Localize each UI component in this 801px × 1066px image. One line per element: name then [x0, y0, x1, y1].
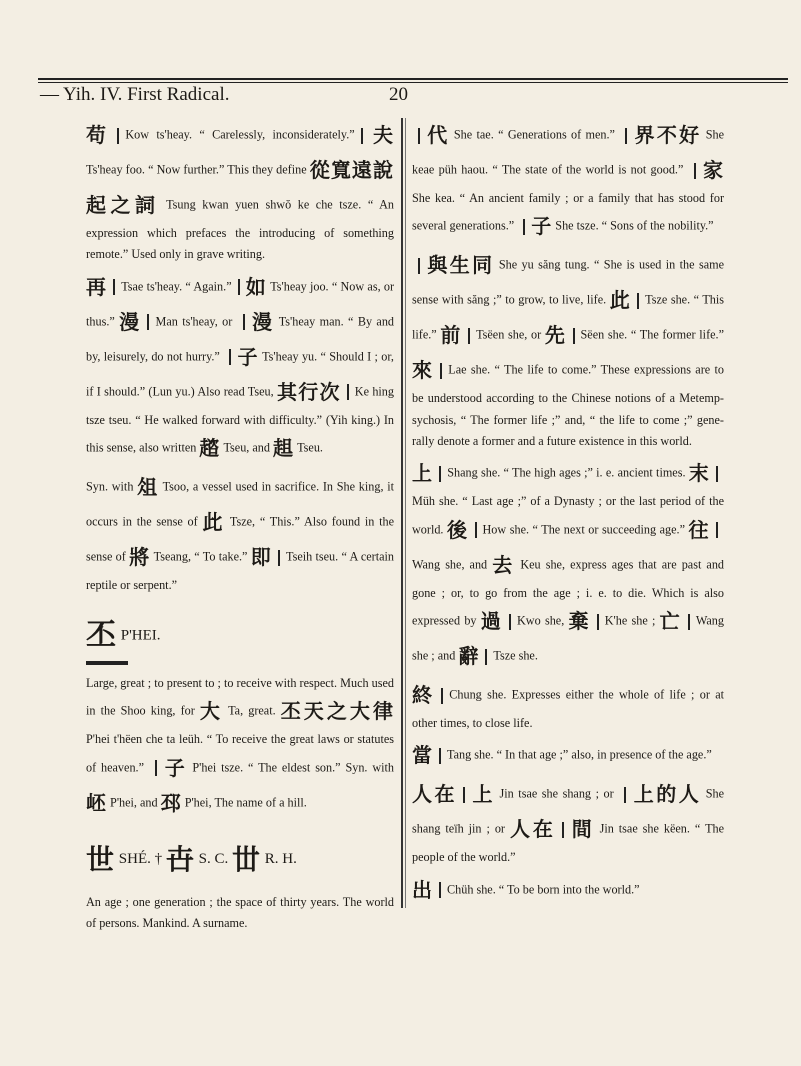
chinese-character: 其行次 — [276, 379, 341, 404]
chinese-character: 辭 — [458, 644, 480, 669]
ditto-bar — [694, 163, 696, 179]
chinese-character: 往 — [688, 517, 710, 542]
top-rule-thin — [38, 82, 788, 83]
ditto-bar — [113, 279, 115, 295]
chinese-character: 與生同 — [426, 253, 495, 278]
page-number: 20 — [389, 84, 408, 105]
ditto-bar — [523, 219, 525, 235]
chinese-character: 上 — [471, 782, 495, 807]
entry-text: Ts'heay man. “ By and by, leisurely, do not hurry.” — [86, 313, 395, 363]
entry-text: She keae püh haou. “ The state of the world is not good.” — [412, 127, 725, 177]
column-divider-inner — [405, 118, 406, 908]
entry-text: She shang teïh jin ; or — [412, 786, 725, 836]
chinese-character: 如 — [245, 274, 267, 299]
heading-underline — [86, 661, 128, 665]
ditto-bar — [418, 258, 420, 274]
ditto-bar — [439, 882, 441, 898]
ditto-bar — [229, 349, 231, 365]
chinese-character: 終 — [412, 683, 436, 708]
entry-text: Tsëen she, or — [476, 327, 545, 342]
chinese-character: 苟 — [86, 123, 112, 147]
entry-text: P'hei, The name of a hill. — [181, 794, 307, 809]
entry-text: Shang she. “ The high ages ;” i. e. ancient times. — [447, 465, 689, 480]
left-column — [86, 118, 394, 938]
entry-text: Ts'heay joo. “ Now as, or thus.” — [86, 278, 394, 328]
entry-text: Wang she, and — [412, 557, 493, 572]
chinese-character: 不好 — [656, 123, 702, 147]
chinese-character: 代 — [426, 123, 450, 147]
ditto-bar — [597, 614, 599, 630]
entry-text: Müh she. “ Last age ;” of a Dynasty ; or the last period of the world. — [412, 494, 724, 537]
entry-paragraph — [412, 777, 724, 868]
entry-text: Syn. with — [86, 479, 138, 494]
ditto-bar — [155, 760, 157, 776]
entry-text: Man ts'heay, or — [155, 313, 237, 328]
column-divider — [401, 118, 403, 908]
entry-text: Lae she. “ The life to come.” These expressions are to be understood according to the Chinese notions of a Metemp-sychosis, “ The former life ;” and, “ the life to come ;” gene-rally denote a former and a future existence in this world. — [412, 362, 725, 449]
entry-text: Kow ts'heay. “ Carelessly, inconsiderately.” — [125, 127, 355, 142]
ditto-bar — [243, 314, 245, 330]
chinese-character: 寬遠說起之詞 — [86, 158, 394, 217]
entry-text: Tseu. — [294, 440, 323, 455]
chinese-character: 家 — [701, 158, 724, 182]
entry-heading — [86, 835, 394, 884]
entry-paragraph — [412, 248, 724, 452]
entry-text: K'he she ; — [604, 613, 660, 628]
chinese-character: 人在 — [509, 817, 556, 842]
ditto-bar — [625, 128, 627, 144]
ditto-bar — [439, 748, 441, 764]
ditto-bar — [463, 787, 465, 803]
running-title: — Yih. IV. First Radical. — [40, 84, 230, 105]
chinese-character: 此 — [609, 288, 632, 313]
ditto-bar — [278, 550, 280, 566]
chinese-character: 俎 — [137, 475, 159, 500]
entry-paragraph — [412, 456, 724, 674]
ditto-bar — [509, 614, 511, 630]
entry-paragraph — [86, 270, 394, 466]
entry-text: Tsoo, a vessel used in sacrifice. In She king, it occurs in the sense of — [86, 479, 394, 529]
chinese-character: 末 — [688, 461, 711, 486]
chinese-character: 丕天之大律 — [280, 699, 394, 724]
chinese-character: 人在 — [412, 782, 457, 807]
ditto-bar — [117, 128, 119, 144]
entry-paragraph — [412, 678, 724, 734]
chinese-character: 夫 — [368, 123, 394, 147]
entry-heading — [86, 610, 394, 665]
ditto-bar — [688, 614, 690, 630]
ditto-bar — [485, 649, 487, 665]
top-rule — [38, 78, 788, 80]
chinese-character: 間 — [569, 817, 595, 842]
chinese-character: 來 — [412, 358, 435, 383]
entry-paragraph — [86, 470, 394, 596]
entry-paragraph — [412, 738, 724, 773]
chinese-character: 趦 — [199, 436, 221, 461]
chinese-character: 卋 — [165, 842, 195, 876]
entry-text: Large, great ; to present to ; to receive with respect. Much used in the Shoo king, for — [86, 675, 394, 718]
entry-text: Tsae ts'heay. “ Again.” — [121, 278, 232, 293]
entry-text: Sëen she. “ The former life.” — [580, 327, 724, 342]
entry-text: P'hei, and — [107, 794, 161, 809]
entry-text: Tseih tseu. “ A certain reptile or serpent.” — [86, 549, 395, 593]
ditto-bar — [147, 314, 149, 330]
chinese-character: 此 — [202, 510, 226, 535]
chinese-character: 即 — [250, 545, 272, 570]
chinese-character: 大 — [199, 699, 223, 724]
entry-text: Chüh she. “ To be born into the world.” — [447, 882, 640, 897]
entry-text: P'HEI. — [117, 628, 161, 645]
chinese-character: 後 — [447, 517, 469, 542]
entry-text: She yu săng tung. “ She is used in the same sense with săng ;” to grow, to live, life. — [412, 257, 724, 307]
right-column — [412, 118, 724, 912]
chinese-character: 上 — [632, 782, 657, 807]
chinese-character: 棄 — [568, 609, 591, 634]
entry-text: Chung she. Expresses either the whole of life ; or at other times, to close life. — [412, 687, 724, 731]
chinese-character: 當 — [412, 743, 433, 768]
ditto-bar — [468, 328, 470, 344]
entry-text: Tseu, and — [220, 440, 274, 455]
chinese-character: 出 — [412, 877, 433, 902]
entry-text: R. H. — [261, 850, 297, 867]
entry-paragraph — [412, 873, 724, 908]
chinese-character: 前 — [440, 323, 463, 348]
chinese-character: 亡 — [659, 609, 682, 634]
ditto-bar — [441, 688, 443, 704]
ditto-bar — [716, 522, 718, 538]
entry-paragraph — [86, 118, 394, 266]
ditto-bar — [361, 128, 363, 144]
chinese-character: 漫 — [119, 309, 142, 334]
entry-text: She tae. “ Generations of men.” — [449, 127, 620, 142]
chinese-character: 丗 — [231, 842, 261, 876]
chinese-character: 趄 — [273, 436, 295, 461]
ditto-bar — [475, 522, 477, 538]
ditto-bar — [624, 787, 626, 803]
entry-text: Tsze she. — [493, 648, 538, 663]
ditto-bar — [573, 328, 575, 344]
chinese-character: 將 — [129, 545, 151, 570]
entry-text: SHÉ. † — [115, 850, 166, 867]
entry-text: Ke hing tsze tseu. “ He walked forward with difficulty.” (Yih king.) In this sense, also written — [86, 383, 394, 455]
chinese-character: 的人 — [656, 782, 702, 807]
ditto-bar — [637, 293, 639, 309]
ditto-bar — [238, 279, 240, 295]
entry-text: P'hei tsze. “ The eldest son.” Syn. with — [187, 759, 394, 774]
chinese-character: 子 — [531, 214, 553, 239]
chinese-character: 上 — [412, 461, 434, 486]
chinese-character: 子 — [162, 755, 188, 780]
chinese-character: 過 — [480, 609, 503, 634]
entry-text: How she. “ The next or succeeding age.” — [482, 522, 689, 537]
entry-text: Tang she. “ In that age ;” also, in presence of the age.” — [447, 747, 712, 762]
entry-text: Tsung kwan yuen shwŏ ke che tsze. “ An expression which prefaces the introducing of something remote.” Used only in grave writing. — [86, 197, 395, 262]
entry-text: Ts'heay foo. “ Now further.” This they define — [86, 162, 310, 177]
ditto-bar — [439, 466, 441, 482]
chinese-character: 世 — [86, 842, 116, 876]
chinese-character: 岯 — [86, 790, 107, 815]
entry-text: She kea. “ An ancient family ; or a family that has stood for several generations.” — [412, 191, 724, 233]
chinese-character: 丕 — [86, 618, 117, 654]
chinese-character: 從 — [309, 158, 331, 182]
ditto-bar — [562, 822, 564, 838]
entry-text: Kwo she, — [517, 613, 569, 628]
entry-text: Tsze, “ This.” Also found in the sense of — [86, 514, 394, 564]
entry-text: Ta, great. — [222, 703, 281, 718]
entry-text: Tseang, “ To take.” — [150, 549, 251, 564]
running-header — [40, 84, 780, 114]
entry-text: Tsze she. “ This life.” — [412, 292, 724, 342]
chinese-character: 子 — [237, 344, 259, 369]
ditto-bar — [716, 466, 718, 482]
chinese-character: 漫 — [250, 309, 275, 334]
ditto-bar — [418, 128, 420, 144]
entry-text: Keu she, express ages that are past and gone ; or, to go from the age ; i. e. to die. Which is also expressed by — [412, 557, 725, 628]
chinese-character: 先 — [544, 323, 567, 348]
chinese-character: 去 — [492, 552, 516, 577]
entry-paragraph — [86, 673, 394, 821]
entry-paragraph — [412, 118, 724, 244]
chinese-character: 再 — [86, 274, 108, 299]
entry-text: S. C. — [194, 850, 232, 867]
ditto-bar — [347, 384, 349, 400]
entry-text: She tsze. “ Sons of the nobility.” — [552, 218, 714, 233]
chinese-character: 界 — [633, 123, 657, 147]
entry-text: An age ; one generation ; the space of thirty years. The world of persons. Mankind. A surname. — [86, 894, 394, 930]
chinese-character: 邳 — [160, 790, 182, 815]
entry-text: Ts'heay yu. “ Should I ; or, if I should.” (Lun yu.) Also read Tseu, — [86, 348, 394, 398]
ditto-bar — [440, 363, 442, 379]
entry-text: Wang she ; and — [412, 613, 724, 663]
entry-text: Jin tsae she shang ; or — [495, 786, 619, 801]
entry-paragraph — [86, 892, 394, 935]
entry-text: Jin tsae she këen. “ The people of the world.” — [412, 821, 725, 865]
entry-text: P'hei t'hëen che ta leüh. “ To receive the great laws or statutes of heaven.” — [86, 732, 394, 774]
